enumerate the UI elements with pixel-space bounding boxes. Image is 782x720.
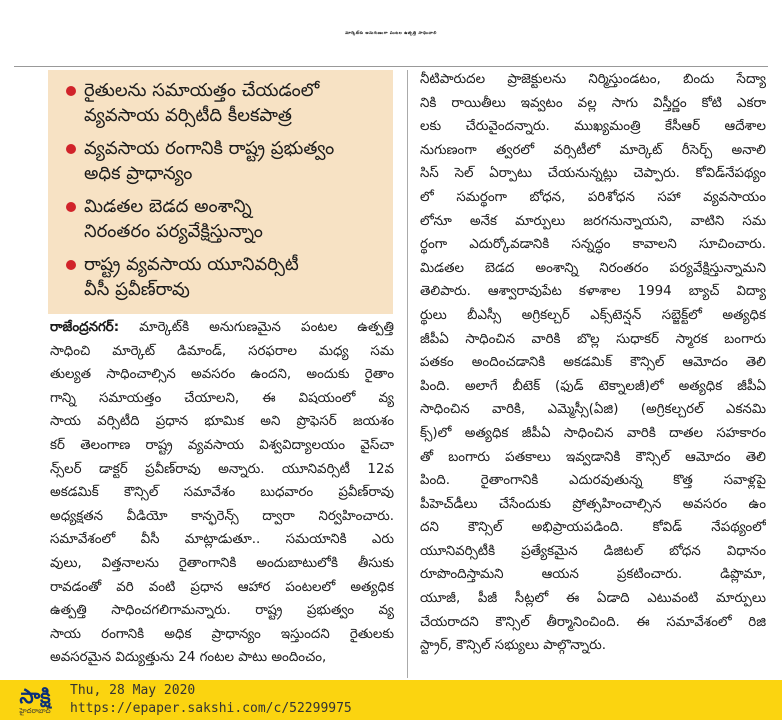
- highlights-box: [48, 70, 393, 314]
- epaper-url[interactable]: https://epaper.sakshi.com/c/52299975: [70, 701, 352, 716]
- highlight-item: [66, 252, 385, 302]
- highlight-item: [66, 78, 385, 128]
- highlight-text: మిడతల బెడద అంశాన్ని నిరంతరం పర్యవేక్షిస్తున్నాం: [84, 196, 263, 242]
- body-line: న్స్‌లర్ డాక్టర్ ప్రవీణ్‌రావు అన్నారు. యూనివర్సిటీ 12వ: [50, 461, 394, 477]
- body-line: లో సమర్థంగా బోధన, పరిశోధన సహా వ్యవసాయం: [420, 189, 766, 205]
- body-line: రావడంతో వరి వంటి ప్రధాన ఆహార పంటలలో అత్యధిక: [50, 579, 394, 595]
- body-line: సాయ రంగానికి అధిక ప్రాధాన్యం ఇస్తుందని రైతులకు: [50, 626, 394, 642]
- bullet-dot-icon: [66, 202, 76, 212]
- body-line: తో బంగారు పతకాలు ఇవ్వడానికి కౌన్సిల్ ఆమోదం తెలి: [420, 449, 766, 465]
- body-line: నుగుణంగా త్వరలో వర్సిటీలో మార్కెట్ రీసెర్చ్ అనాలి: [420, 142, 766, 158]
- body-line: సాధించిన వారికి, ఎమ్మెస్సీ(ఏజి) (అగ్రికల్చరల్ ఎకనమి: [420, 402, 766, 418]
- body-line: సమావేశంలో వీసీ మాట్లాడుతూ.. సమయానికి ఎరు: [50, 532, 394, 548]
- body-line: సిస్ సెల్ ఏర్పాటు చేయనున్నట్లు చెప్పారు. కోవిడ్‌నేపథ్యం: [420, 166, 766, 182]
- body-line: గాన్ని సమాయత్తం చేయాలని, ఈ విషయంలో వ్య: [50, 390, 394, 406]
- body-line: రూపొందిస్తామని ఆయన ప్రకటించారు. డిప్లొమా,: [420, 567, 766, 583]
- body-line: కర్ తెలంగాణ రాష్ట్ర వ్యవసాయ విశ్వవిద్యాలయం వైస్‌చా: [50, 437, 394, 453]
- body-line: అధ్యక్షతన వీడియో కాన్ఫరెన్స్ ద్వారా నిర్వహించారు.: [50, 508, 394, 524]
- highlight-text: వ్యవసాయ రంగానికి రాష్ట్ర ప్రభుత్వం అధిక ప్రాధాన్యం: [84, 138, 335, 184]
- body-line: ర్థంగా ఎదుర్కోవడానికి సన్నద్ధం కావాలని సూచించారు.: [420, 237, 766, 253]
- body-line: ర్థులు బీఎస్సీ అగ్రికల్చర్ ఎక్స్‌టెన్షన్ సబ్జెక్ట్‌లో అత్యధిక: [420, 307, 766, 323]
- body-line: దని కౌన్సిల్ అభిప్రాయపడింది. కోవిడ్ నేపథ్యంలో: [420, 520, 766, 536]
- article-body-right-column: [420, 68, 766, 658]
- body-line: నీటిపారుదల ప్రాజెక్టులను నిర్మిస్తుండటం, బిందు సేద్యా: [420, 72, 766, 87]
- logo-subtext: హైదరాబాద్: [19, 706, 51, 715]
- logo-text: సాక్షి: [19, 683, 51, 708]
- highlight-text: రాష్ట్ర వ్యవసాయ యూనివర్సిటీ వీసీ ప్రవీణ్‌రావు: [84, 254, 299, 300]
- highlight-text: రైతులను సమాయత్తం చేయడంలో వ్యవసాయ వర్సిటీది కీలకపాత్ర: [84, 80, 320, 126]
- body-line: జీపీఏ సాధించిన వారికి బొల్ల సుధాకర్ స్మారక బంగారు: [420, 331, 766, 347]
- body-line: యూజీ, పీజీ సీట్లలో ఈ ఏడాది ఎటువంటి మార్పులు: [420, 591, 766, 607]
- bullet-dot-icon: [66, 86, 76, 96]
- headline-rule: [14, 66, 768, 67]
- body-line: లకు చేరువైందన్నారు. ముఖ్యమంత్రి కేసీఆర్ ఆదేశాల: [420, 119, 766, 135]
- body-line: పతకం అందించడానికి అకడమిక్ కౌన్సిల్ ఆమోదం తెలి: [420, 355, 766, 371]
- body-line: సాయ వర్సిటీది ప్రధాన భూమిక అని ప్రొఫెసర్ జయశం: [50, 414, 394, 430]
- article-headline: మార్కెట్‌కు అనుగుణంగా పంటల ఉత్పత్తి సాధించాలి: [345, 30, 437, 35]
- body-line: చేయరాదని కౌన్సిల్ తీర్మానించింది. ఈ సమావేశంలో రిజి: [420, 614, 766, 630]
- body-line: స్ట్రార్, కౌన్సిల్ సభ్యులు పాల్గొన్నారు.: [420, 638, 606, 654]
- body-line: మిడతల బెడద అంశాన్ని నిరంతరం పర్యవేక్షిస్తున్నామని: [420, 260, 766, 276]
- body-line: ఉత్పత్తి సాధించగలిగామన్నారు. రాష్ట్ర ప్రభుత్వం వ్య: [50, 603, 394, 619]
- publication-date: Thu, 28 May 2020: [70, 683, 196, 698]
- body-line: అవసరమైన విద్యుత్తును 24 గంటల పాటు అందించం,: [50, 650, 327, 666]
- body-line: నికి రాయితీలు ఇవ్వటం వల్ల సాగు విస్తీర్ణం కోటి ఎకరా: [420, 95, 766, 111]
- body-line: క్స్)లో అత్యధిక జీపీఏ సాధించిన వారికి దాతల సహకారం: [420, 425, 766, 441]
- highlight-item: [66, 136, 385, 186]
- body-line: పింది. అలాగే బీటెక్ (ఫుడ్ టెక్నాలజీ)లో అత్యధిక జీపీఏ: [420, 378, 766, 394]
- sakshi-logo: [6, 683, 64, 717]
- body-line: వులు, విత్తనాలను రైతాంగానికి అందుబాటులోకి తీసుకు: [50, 555, 394, 571]
- body-text: మార్కెట్‌కి అనుగుణమైన పంటల ఉత్పత్తి: [119, 320, 394, 335]
- highlight-item: [66, 194, 385, 244]
- column-divider: [407, 70, 408, 678]
- article-body-left-column: [50, 316, 394, 670]
- footer-bar: [0, 680, 782, 720]
- body-line: తెలిపారు. ఆశ్వారావుపేట కళాశాల 1994 బ్యాచ్ విద్యా: [420, 284, 766, 300]
- bullet-dot-icon: [66, 144, 76, 154]
- body-line: లోనూ అనేక మార్పులు జరగనున్నాయని, వాటిని సమ: [420, 213, 766, 229]
- bullet-dot-icon: [66, 260, 76, 270]
- body-line: యూనివర్సిటీకి ప్రత్యేకమైన డిజిటల్ బోధన విధానం: [420, 543, 766, 559]
- dateline: రాజేంద్రనగర్:: [50, 320, 120, 335]
- body-line: పింది. రైతాంగానికి ఎదురవుతున్న కొత్త సవాళ్లపై: [420, 473, 766, 489]
- body-line: [50, 316, 394, 340]
- body-line: తుల్యత సాధించాల్సిన అవసరం ఉందని, అందుకు రైతాం: [50, 367, 394, 383]
- body-line: అకడమిక్ కౌన్సిల్ సమావేశం బుధవారం ప్రవీణ్‌రావు: [50, 485, 394, 501]
- body-line: పీహెచ్‌డీలు చేసేందుకు ప్రోత్సహించాల్సిన అవసరం ఉం: [420, 496, 766, 512]
- body-line: సాధించి మార్కెట్ డిమాండ్, సరఫరాల మధ్య సమ: [50, 343, 394, 359]
